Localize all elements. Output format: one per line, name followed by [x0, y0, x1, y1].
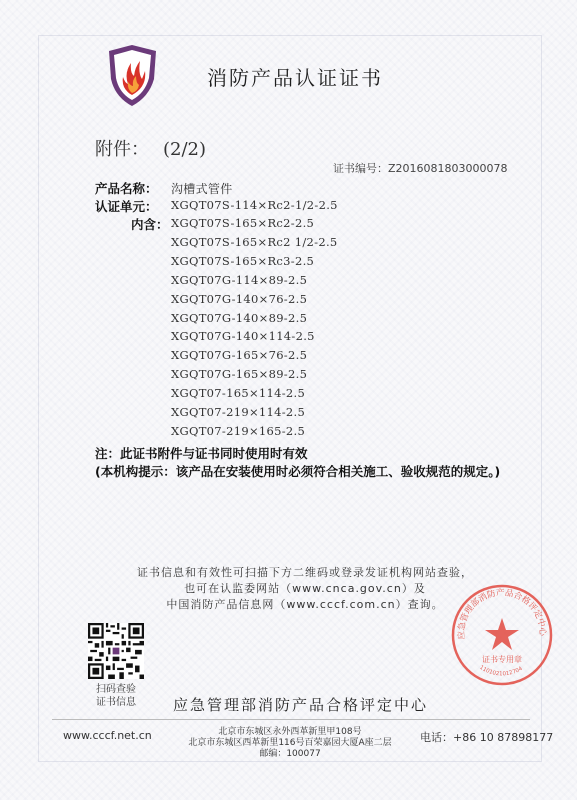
attachment-pages: (2/2): [163, 139, 207, 160]
issuer-name: 应急管理部消防产品合格评定中心: [173, 696, 429, 714]
contains-item: XGQT07-165×114-2.5: [171, 386, 306, 401]
svg-text:1101021012704: [478, 665, 524, 678]
qr-caption-line2: 证书信息: [96, 697, 136, 708]
stamp-arc-text: 应急管理部消防产品合格评定中心: [456, 588, 548, 640]
stamp-number: 1101021012704: [478, 664, 524, 678]
contains-item: XGQT07-219×165-2.5: [171, 423, 306, 438]
footer-website[interactable]: www.cccf.net.cn: [63, 729, 152, 742]
footer-address-line2: 北京市东城区西革新里116号百荣嘉园大厦A座二层: [188, 738, 392, 748]
verify-info-line1: 证书信息和有效性可扫描下方二维码或登录发证机构网站查验，: [137, 566, 473, 579]
certificate-number-label: 证书编号：: [333, 162, 388, 175]
attachment-label: [95, 135, 206, 161]
contains-item: XGQT07S-165×Rc2-2.5: [171, 216, 315, 230]
qr-caption-line1: 扫码查验: [96, 684, 136, 695]
product-name-value: 沟槽式管件: [171, 182, 233, 196]
stamp-label: 证书专用章: [482, 655, 522, 664]
contains-item: XGQT07-219×114-2.5: [171, 405, 306, 419]
product-name-label: 产品名称：: [95, 181, 158, 196]
certificate-number: [333, 160, 508, 176]
attachment-prefix: 附件：: [95, 139, 149, 160]
contains-item: XGQT07G-114×89-2.5: [171, 272, 308, 287]
certificate-number-value: Z2016081803000078: [388, 162, 508, 175]
verify-info-line3: 中国消防产品信息网（www.cccf.com.cn）查询。: [166, 598, 444, 611]
document-title: 消防产品认证证书: [207, 66, 383, 90]
flame-shield-logo-icon: [105, 43, 160, 108]
cert-unit-value: XGQT07S-114×Rc2-1/2-2.5: [171, 198, 338, 212]
footer-postcode: 邮编：100077: [259, 749, 321, 759]
footer-phone: 电话：+86 10 87898177: [420, 731, 554, 744]
contains-item: XGQT07G-140×76-2.5: [171, 291, 308, 306]
contains-item: XGQT07S-165×Rc2 1/2-2.5: [171, 234, 338, 249]
contains-item: XGQT07G-140×114-2.5: [171, 329, 315, 344]
validity-note: 注：此证书附件与证书同时使用时有效: [95, 446, 308, 461]
official-seal-stamp-icon: [447, 580, 557, 690]
contains-item: XGQT07G-165×76-2.5: [171, 348, 308, 363]
footer-address-line1: 北京市东城区永外西革新里甲108号: [218, 727, 362, 737]
qr-code-icon[interactable]: [88, 623, 144, 679]
contains-item: XGQT07G-140×89-2.5: [171, 310, 308, 325]
footer-divider: [52, 719, 530, 720]
institution-notice: (本机构提示：该产品在安装使用时必须符合相关施工、验收规范的规定。): [95, 464, 501, 479]
verify-info-line2: 也可在认监委网站（www.cnca.gov.cn）及: [184, 582, 426, 595]
contains-item: XGQT07S-165×Rc3-2.5: [171, 253, 315, 268]
contains-item: XGQT07G-165×89-2.5: [171, 367, 308, 382]
cert-unit-label: 认证单元：: [95, 199, 158, 214]
contains-label: 内含：: [131, 217, 169, 232]
